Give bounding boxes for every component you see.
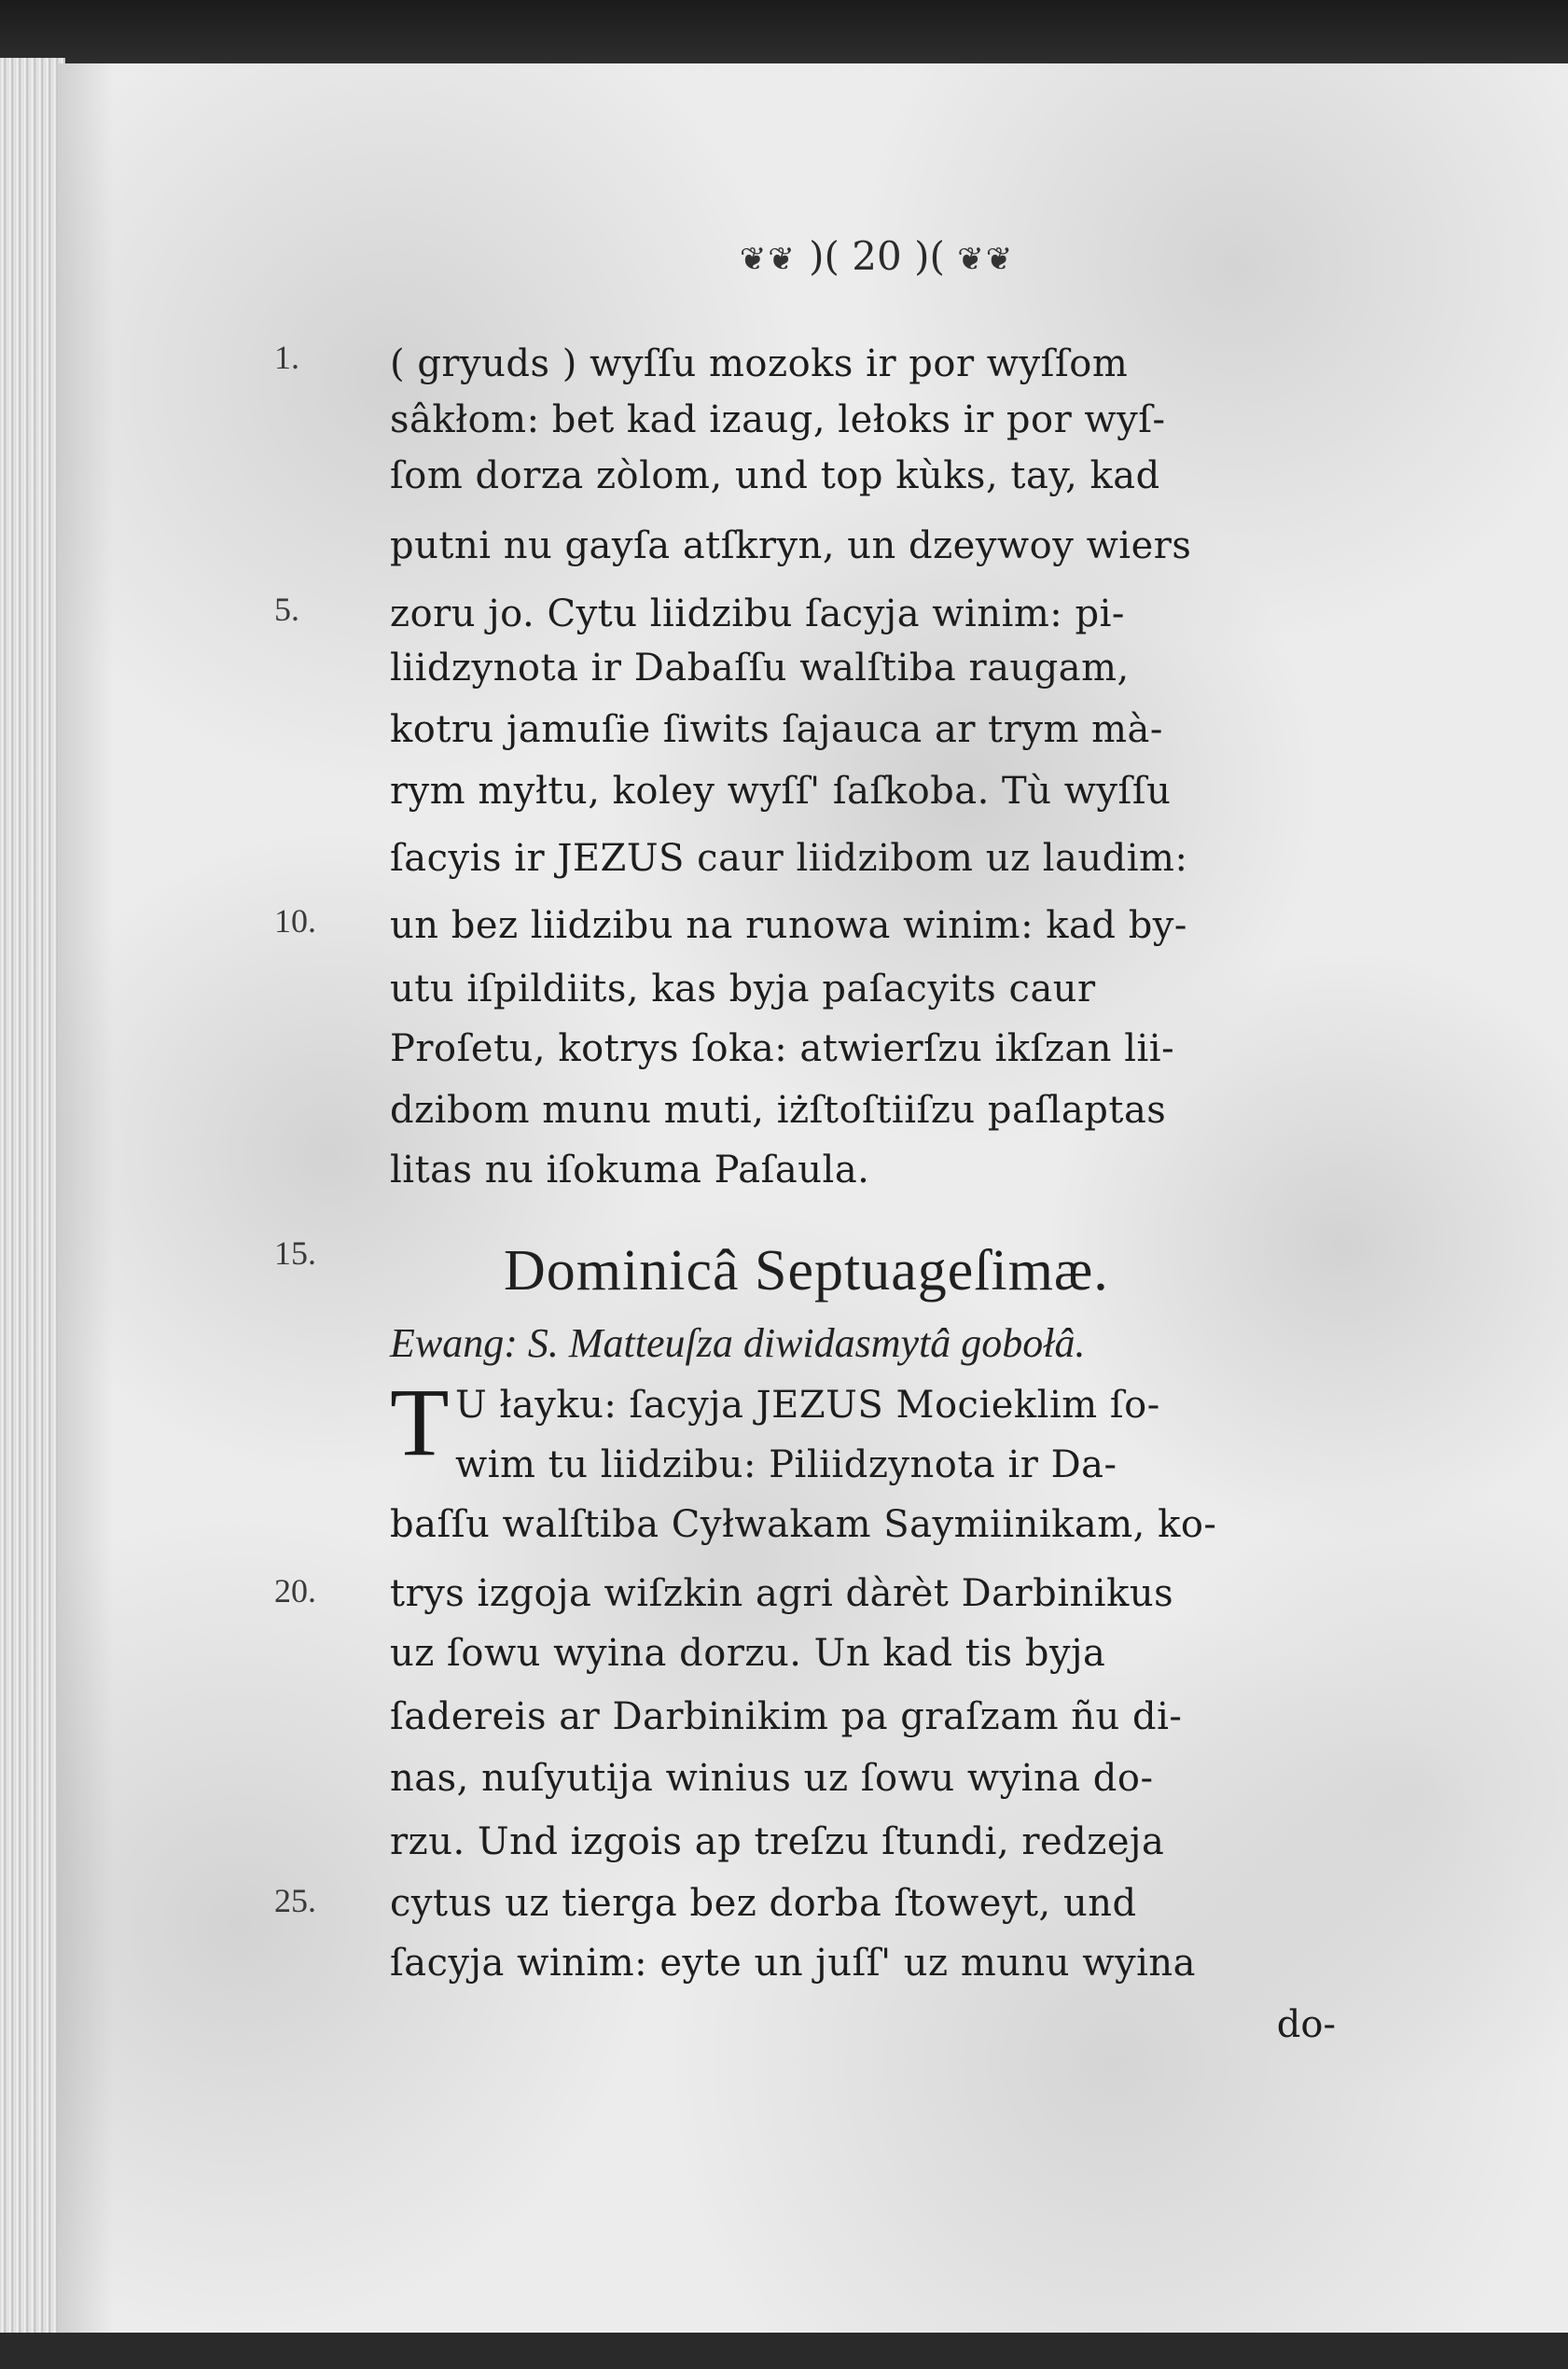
catchword: do-	[1276, 2003, 1336, 2046]
page-stack-edges	[0, 58, 65, 2334]
text-line: zoru jo. Cytu liidzibu ſacyja winim: pi-	[390, 592, 1125, 635]
book-cover-bottom	[0, 2333, 1568, 2369]
text-line: sâkłom: bet kad izaug, lełoks ir por wyſ-	[390, 398, 1166, 441]
line-number: 25.	[274, 1882, 316, 1919]
text-line: Proſetu, kotrys ſoka: atwierſzu ikſzan lii-	[390, 1027, 1175, 1070]
line-number: 5.	[274, 591, 299, 628]
line-number: 15.	[274, 1234, 316, 1272]
text-line: trys izgoja wiſzkin agri dàrèt Darbinikus	[390, 1572, 1174, 1615]
text-line: uz ſowu wyina dorzu. Un kad tis byja	[390, 1632, 1106, 1675]
text-line: rzu. Und izgois ap treſzu ſtundi, redzeja	[390, 1820, 1165, 1863]
line-number: 1.	[274, 339, 299, 376]
text-line: liidzynota ir Dabaſſu walſtiba raugam,	[390, 647, 1130, 690]
text-line: rym myłtu, koley wyſſ' ſaſkoba. Tù wyſſu	[390, 770, 1172, 813]
text-line: U łayku: ſacyja JEZUS Mocieklim ſo-	[455, 1384, 1160, 1427]
page-number: )( 20 )(	[809, 233, 945, 279]
section-title: Dominicâ Septuageſimæ.	[504, 1239, 1109, 1303]
gospel-reference: Ewang: S. Matteuſza diwidasmytâ gobołâ.	[390, 1320, 1086, 1366]
page-header	[690, 224, 1063, 289]
header-ornament-left: ❦❦	[739, 241, 797, 278]
text-line: litas nu iſokuma Paſaula.	[390, 1149, 870, 1191]
text-line: wim tu liidzibu: Piliidzynota ir Da-	[455, 1443, 1117, 1486]
line-number: 20.	[274, 1572, 316, 1610]
text-line: dzibom munu muti, iżſtoſtiiſzu paſlaptas	[390, 1089, 1167, 1132]
text-line: putni nu gayſa atſkryn, un dzeywoy wiers	[390, 524, 1192, 567]
text-line: un bez liidzibu na runowa winim: kad by-	[390, 904, 1187, 947]
drop-cap: T	[390, 1369, 450, 1476]
text-line: nas, nuſyutija winius uz ſowu wyina do-	[390, 1757, 1154, 1800]
text-line: utu iſpildiits, kas byja paſacyits caur	[390, 968, 1096, 1010]
text-line: ( gryuds ) wyſſu mozoks ir por wyſſom	[390, 342, 1129, 385]
text-line: ſacyja winim: eyte un juſſ' uz munu wyina	[390, 1942, 1196, 1985]
text-line: cytus uz tierga bez dorba ſtoweyt, und	[390, 1882, 1137, 1925]
text-line: ſom dorza zòlom, und top kùks, tay, kad	[390, 454, 1160, 497]
header-ornament-right: ❦❦	[957, 241, 1015, 278]
line-number: 10.	[274, 902, 316, 940]
text-line: ſadereis ar Darbinikim pa graſzam ñu di-	[390, 1695, 1183, 1738]
text-line: kotru jamuſie ſiwits ſajauca ar trym mà-	[390, 708, 1163, 751]
text-line: ſacyis ir JEZUS caur liidzibom uz laudim:	[390, 837, 1188, 880]
book-cover-top	[0, 0, 1568, 65]
text-line: baſſu walſtiba Cyłwakam Saymiinikam, ko-	[390, 1503, 1217, 1546]
